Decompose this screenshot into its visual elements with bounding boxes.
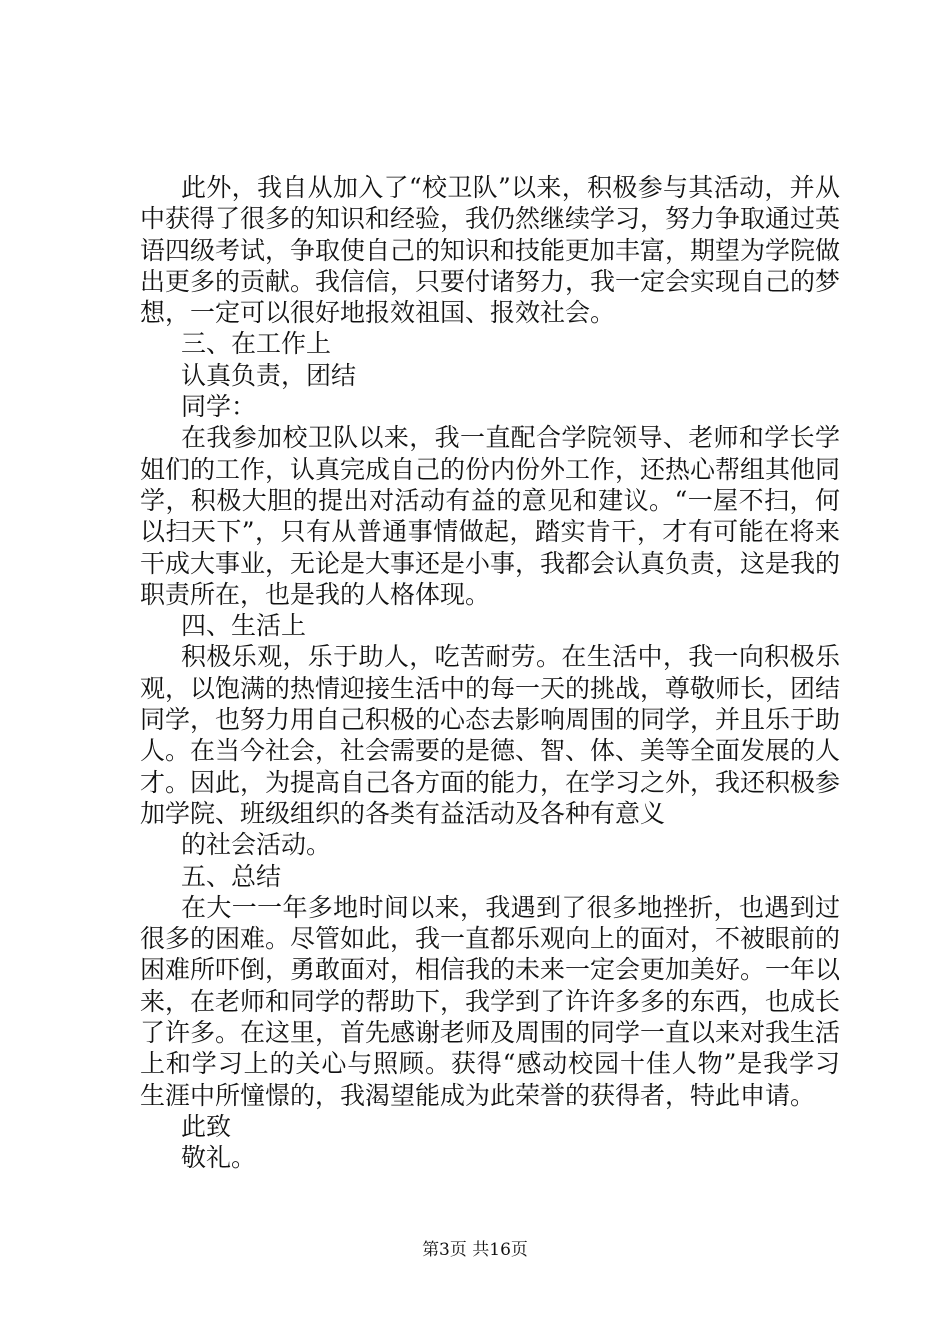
paragraph-work-title-part1: 认真负责，团结 — [181, 360, 357, 390]
closing-regards: 敬礼。 — [181, 1143, 257, 1173]
closing-salutation: 此致 — [181, 1111, 232, 1141]
section-heading-summary: 五、总结 — [181, 861, 282, 891]
page-number-footer: 第3页 共16页 — [422, 1240, 528, 1260]
section-heading-life: 四、生活上 — [181, 611, 307, 641]
paragraph-life: 积极乐观，乐于助人，吃苦耐劳。在生活中，我一向积极乐观，以饱满的热情迎接生活中的每一天的挑战，尊敬师长，团结同学，也努力用自己积极的心态去影响周围的同学，并且乐于助人。在当今社会，社会需要的是德、智、体、美等全面发展的人才。因此，为提高自己各方面的能力，在学习之外，我还积极参加学院、班级组织的各类有益活动及各种有意义 — [140, 642, 841, 828]
document-body — [140, 172, 840, 1174]
paragraph-work: 在我参加校卫队以来，我一直配合学院领导、老师和学长学姐们的工作，认真完成自己的份内份外工作，还热心帮组其他同学，积极大胆的提出对活动有益的意见和建议。“一屋不扫，何以扫天下”，只有从普通事情做起，踏实肯干，才有可能在将来干成大事业，无论是大事还是小事，我都会认真负责，这是我的职责所在，也是我的人格体现。 — [140, 423, 841, 609]
paragraph-life-continued: 的社会活动。 — [181, 830, 332, 860]
section-heading-work: 三、在工作上 — [181, 329, 332, 359]
paragraph-work-title-part2: 同学： — [181, 392, 257, 422]
paragraph-summary: 在大一一年多地时间以来，我遇到了很多地挫折，也遇到过很多的困难。尽管如此，我一直都乐观向上的面对，不被眼前的困难所吓倒，勇敢面对，相信我的未来一定会更加美好。一年以来，在老师和同学的帮助下，我学到了许许多多的东西，也成长了许多。在这里，首先感谢老师及周围的同学一直以来对我生活上和学习上的关心与照顾。获得“感动校园十佳人物”是我学习生涯中所憧憬的，我渴望能成为此荣誉的获得者，特此申请。 — [140, 892, 841, 1110]
paragraph-school-guard: 此外，我自从加入了“校卫队”以来，积极参与其活动，并从中获得了很多的知识和经验，我仍然继续学习，努力争取通过英语四级考试，争取使自己的知识和技能更加丰富，期望为学院做出更多的贡献。我信信，只要付诸努力，我一定会实现自己的梦想，一定可以很好地报效祖国、报效社会。 — [140, 173, 841, 328]
